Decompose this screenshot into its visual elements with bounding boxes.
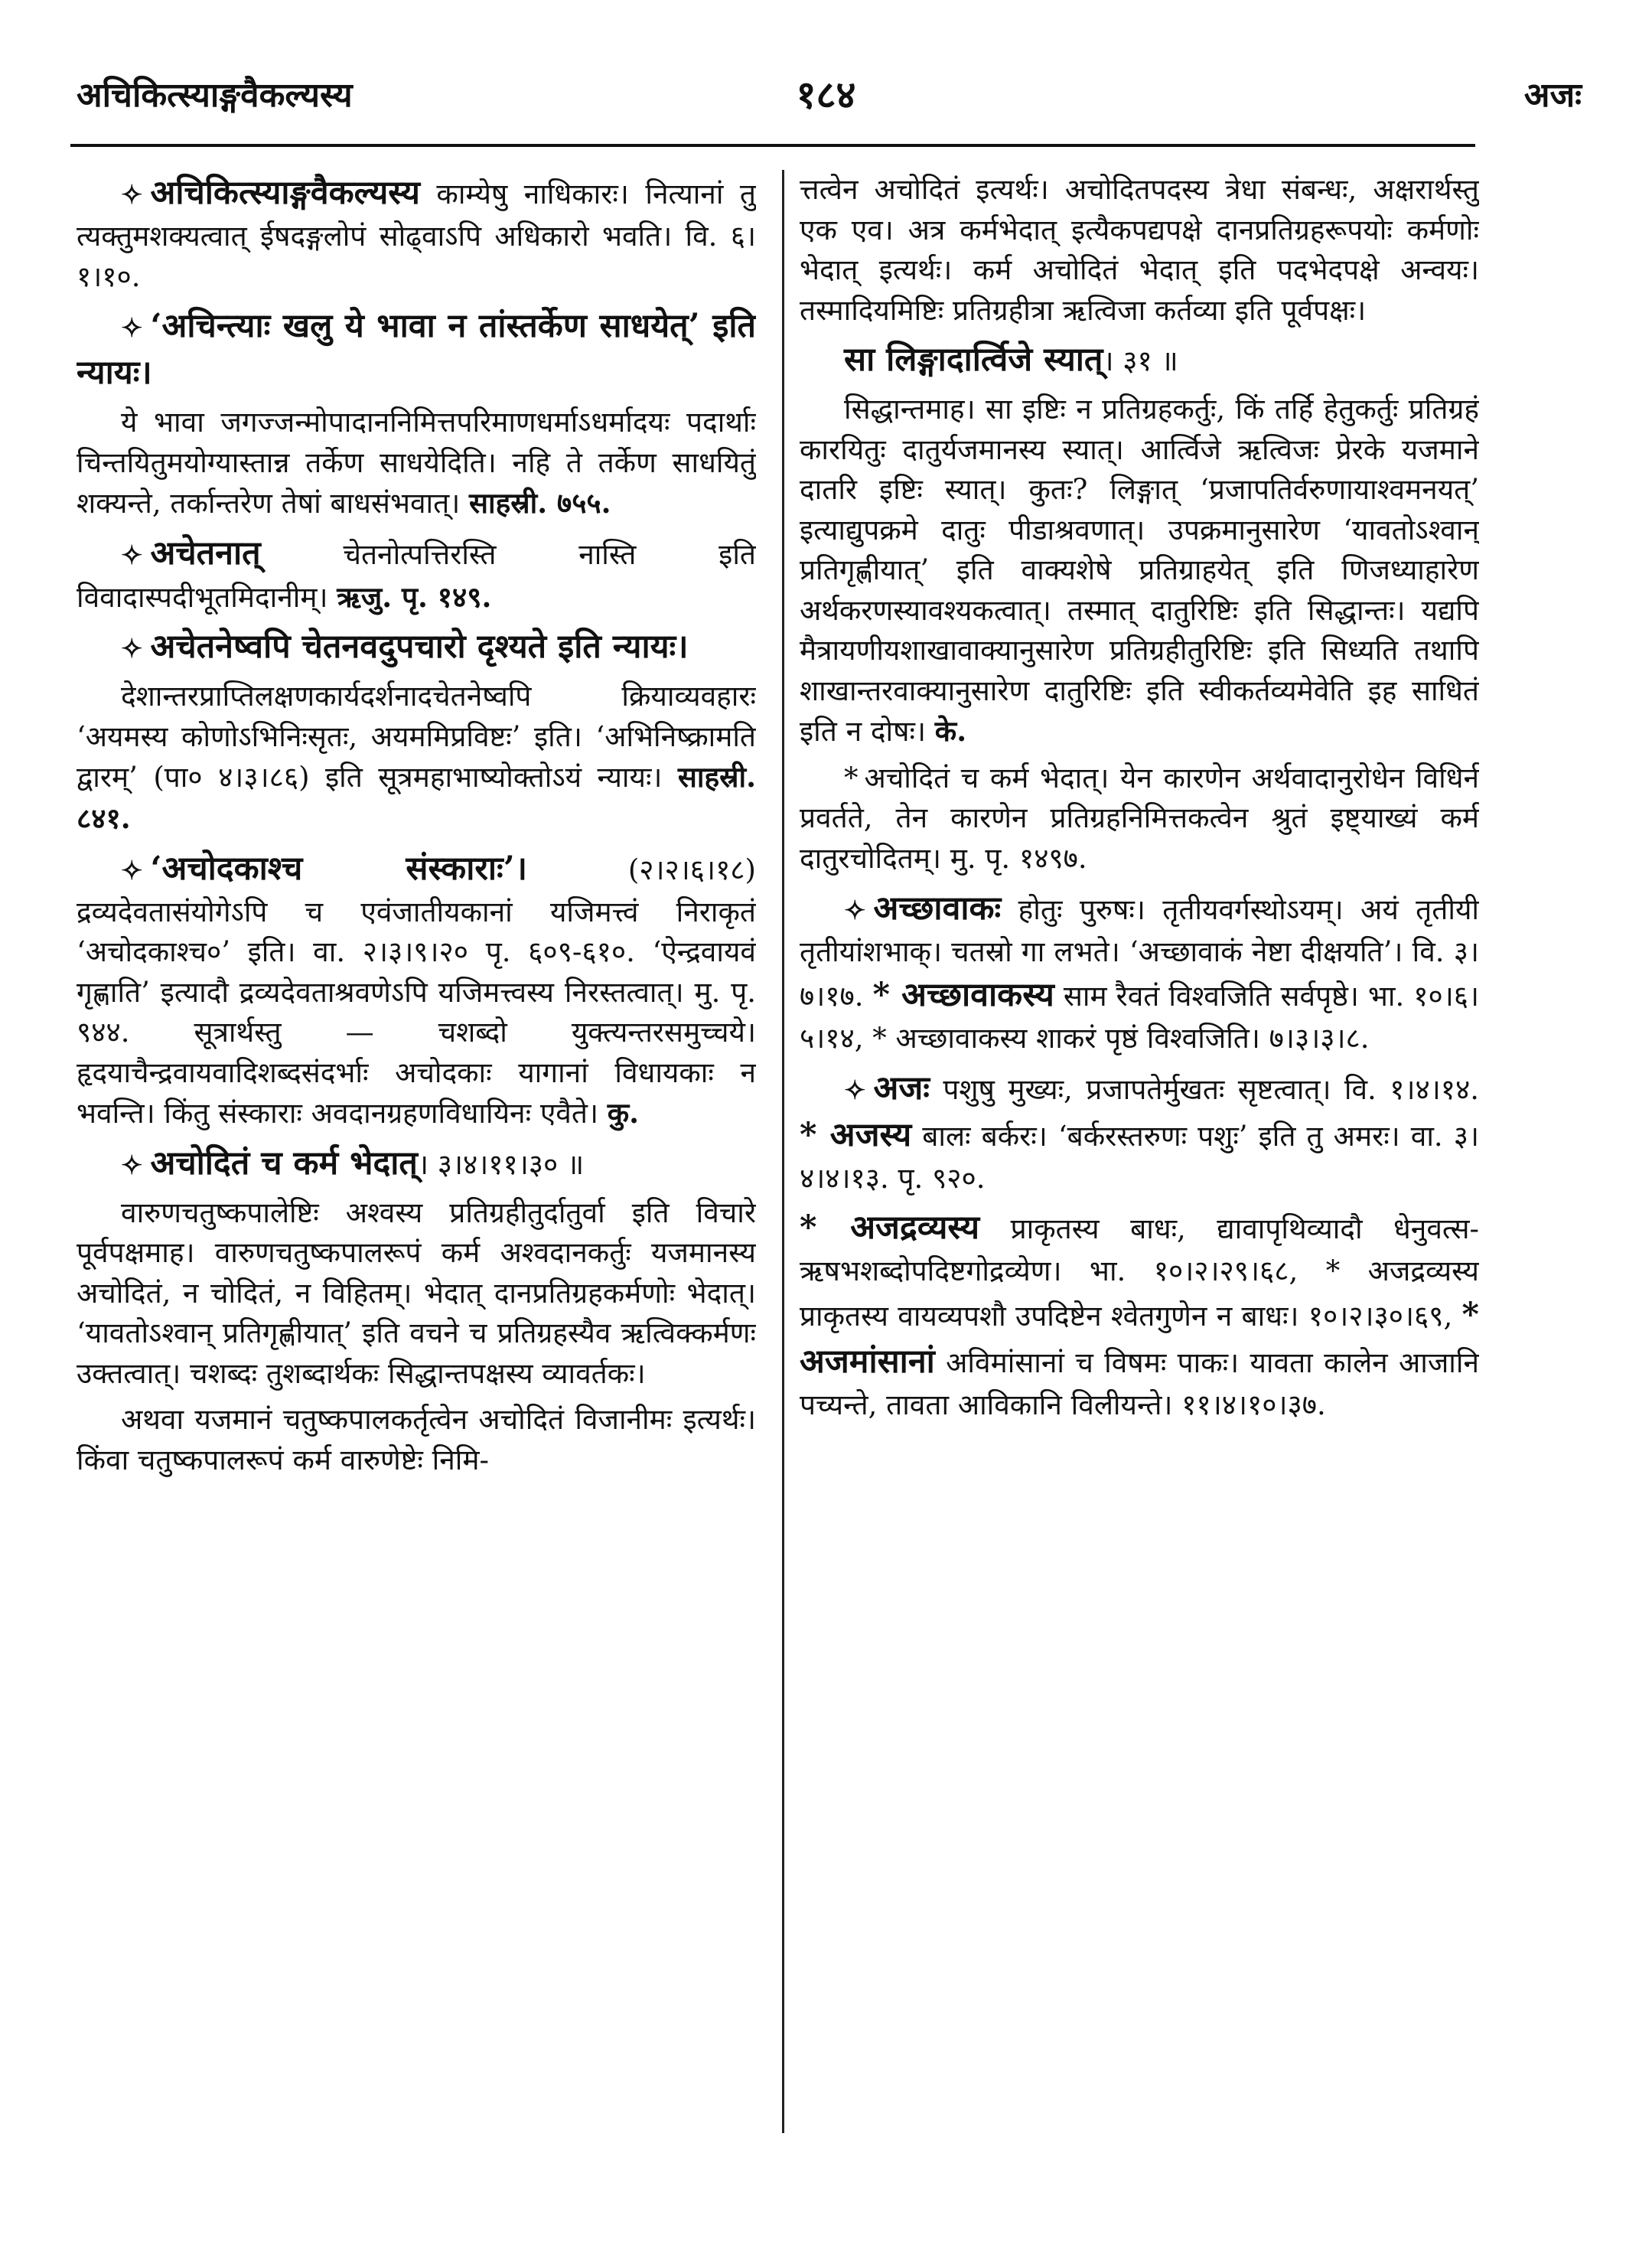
- headword: अच्छावाकः: [873, 889, 1002, 928]
- entry-marker-icon: ✧: [121, 634, 143, 665]
- entry-paragraph: [800, 390, 1479, 752]
- headword: अजः: [873, 1068, 930, 1108]
- entry-paragraph: [800, 1065, 1479, 1199]
- headword: * अजद्रव्यस्य: [800, 1209, 980, 1248]
- entry-text: अथवा यजमानं चतुष्कपालकर्तृत्वेन अचोदितं विजानीमः इत्यर्थः। किंवा चतुष्कपालरूपं कर्म वारुणेष्टेः निमि-: [77, 1403, 756, 1477]
- entry-paragraph: [800, 886, 1479, 1059]
- citation: ऋजु. पृ. १४९.: [337, 579, 492, 614]
- sub-headword: * अजमांसानां: [800, 1295, 1479, 1381]
- entry-text: अविमांसानां च विषमः पाकः। यावता कालेन आजानि पच्यन्ते, तावता आविकानि विलीयन्ते। ११।४।१०।३७.: [800, 1346, 1479, 1421]
- entry-text: (२।२।६।१८) द्रव्यदेवतासंयोगेऽपि च एवंजातीयकानां यजिमत्त्वं निराकृतं ‘अचोदकाश्च०’ इति। वा. २।३।९।२० पृ. ६०९-६१०. ‘ऐन्द्रवायवं गृह्णाति’ इत्यादौ द्रव्यदेवताश्रवणेऽपि यजिमत्त्वस्य निरस्तत्वात्। मु. पृ. ९४४. सूत्रार्थस्तु — चशब्दो युक्त्यन्तरसमुच्चये। हृदयाचैन्द्रवायवादिशब्दसंदर्भाः अचोदकाः यागानां विधायकाः न भवन्ति। किंतु संस्काराः अवदानग्रहणविधायिनः एवैते।: [77, 853, 756, 1130]
- headword: अचेतनात्: [150, 533, 261, 573]
- entry-paragraph: [77, 530, 756, 618]
- entry-paragraph: [77, 1140, 756, 1187]
- entry-text: काम्येषु नाधिकारः। नित्यानां तु त्यक्तुमशक्यत्वात् ईषदङ्गलोपं सोढ्वाऽपि अधिकारो भवति। वि. ६।१।१०.: [77, 178, 756, 293]
- headword: ‘अचिन्त्याः खलु ये भावा न तांस्तर्केण साधयेत्’ इति न्यायः।: [77, 307, 756, 393]
- running-head-right: अजः: [1523, 76, 1582, 115]
- entry-text: सिद्धान्तमाह। सा इष्टिः न प्रतिग्रहकर्तुः, किं तर्हि हेतुकर्तुः प्रतिग्रहं कारयितुः दातुर्यजमानस्य स्यात्। आर्त्विजे ऋत्विजः प्रेरके यजमाने दातरि इष्टिः स्यात्। कुतः? लिङ्गात् ‘प्रजापतिर्वरुणायाश्वमनयत्’ इत्याद्युपक्रमे दातुः पीडाश्रवणात्। उपक्रमानुसारेण ‘यावतोऽश्वान् प्रतिगृह्णीयात्’ इति वाक्यशेषे प्रतिग्राहयेत् इति णिजध्याहारेण अर्थकरणस्यावश्यकत्वात्। तस्मात् दातुरिष्टिः इति सिद्धान्तः। यद्यपि मैत्रायणीयशाखावाक्यानुसारेण प्रतिग्रहीतुरिष्टिः इति सिध्यति तथापि शाखान्तरवाक्यानुसारेण दातुरिष्टिः इति स्वीकर्तव्यमेवेति इह साधितं इति न दोषः।: [800, 393, 1479, 749]
- entry-text: होतुः पुरुषः। तृतीयवर्गस्थोऽयम्। अयं तृतीयी तृतीयांशभाक्। चतस्रो गा लभते। ‘अच्छावाकं नेष्टा दीक्षयति’। वि. ३।७।१७.: [800, 892, 1479, 1013]
- headword: अचोदितं च कर्म भेदात्: [150, 1143, 418, 1183]
- running-head-left: अचिकित्स्याङ्गवैकल्यस्य: [77, 76, 353, 115]
- entry-paragraph: [77, 170, 756, 297]
- sub-headword: * अजस्य: [800, 1115, 912, 1154]
- entry-text: पशुषु मुख्यः, प्रजापतेर्मुखतः सृष्टत्वात्। वि. १।४।१४.: [929, 1072, 1479, 1106]
- entry-marker-icon: ✧: [844, 1075, 866, 1106]
- entry-paragraph: [800, 170, 1479, 331]
- entry-text: ये भावा जगज्जन्मोपादाननिमित्तपरिमाणधर्माऽधर्मादयः पदार्थाः चिन्तयितुमयोग्यास्तान्न तर्केण साधयेदिति। नहि ते तर्केण साधयितुं शक्यन्ते, तर्कान्तरेण तेषां बाधसंभवात्।: [77, 406, 756, 520]
- entry-marker-icon: ✧: [121, 540, 143, 571]
- headword: ‘अचोदकाश्च संस्काराः’।: [150, 849, 528, 888]
- entry-paragraph: [800, 758, 1479, 879]
- sub-headword: * अच्छावाकस्य: [872, 976, 1054, 1015]
- right-column-text: [800, 170, 1479, 1426]
- entry-paragraph: [800, 1205, 1479, 1425]
- page-header: [0, 0, 1652, 153]
- entry-text: साम रैवतं विश्वजिति सर्वपृष्ठे। भा. १०।६।५।१४, * अच्छावाकस्य शाकरं पृष्ठं विश्वजिति। ७।३।३।८.: [800, 980, 1479, 1055]
- entry-paragraph: [77, 846, 756, 1134]
- entry-text: वारुणचतुष्कपालेष्टिः अश्वस्य प्रतिग्रहीतुर्दातुर्वा इति विचारे पूर्वपक्षमाह। वारुणचतुष्कपालरूपं कर्म अश्वदानकर्तुः यजमानस्य अचोदितं, न चोदितं, न विहितम्। भेदात् दानप्रतिग्रहकर्मणोः भेदात्। ‘यावतोऽश्वान् प्रतिगृह्णीयात्’ इति वचने च प्रतिग्रहस्यैव ऋत्विक्कर्मणः उक्तत्वात्। चशब्दः तुशब्दार्थकः सिद्धान्तपक्षस्य व्यावर्तकः।: [77, 1196, 756, 1390]
- entry-text: । ३।४।११।३० ॥: [417, 1147, 585, 1181]
- right-column: [800, 170, 1479, 2160]
- entry-marker-icon: ✧: [844, 895, 866, 926]
- citation: साहस्री. ७५५.: [468, 486, 611, 520]
- entry-text: त्तत्वेन अचोदितं इत्यर्थः। अचोदितपदस्य त्रेधा संबन्धः, अक्षरार्थस्तु एक एव। अत्र कर्मभेदात् इत्यैकपद्यपक्षे दानप्रतिग्रहरूपयोः कर्मणोः भेदात् इत्यर्थः। कर्म अचोदितं भेदात् इति पदभेदपक्षे अन्वयः। तस्मादियमिष्टिः प्रतिग्रहीत्रा ऋत्विजा कर्तव्या इति पूर्वपक्षः।: [800, 173, 1479, 327]
- headword: अचिकित्स्याङ्गवैकल्यस्य: [150, 174, 420, 212]
- entry-marker-icon: ✧: [121, 855, 143, 886]
- entry-paragraph: [77, 1193, 756, 1395]
- entry-text: अचोदितं च कर्म भेदात्। येन कारणेन अर्थवादानुरोधेन विधिर्न प्रवर्तते, तेन कारणेन प्रतिग्रहनिमित्तकत्वेन श्रुतं इष्ट्याख्यं कर्म दातुरचोदितम्। मु. पृ. १४९७.: [800, 761, 1479, 876]
- page-number: १८४: [796, 72, 856, 117]
- headword: अचेतनेष्वपि चेतनवदुपचारो दृश्यते इति न्यायः।: [150, 628, 689, 667]
- entry-text: प्राकृतस्य बाधः, द्यावापृथिव्यादौ धेनुवत्स-ऋषभशब्दोपदिष्टगोद्रव्येण। भा. १०।२।२९।६८, * अजद्रव्यस्य प्राकृतस्य वायव्यपशौ उपदिष्टेन श्वेतगुणेन न बाधः। १०।२।३०।६९,: [800, 1212, 1479, 1333]
- citation: साहस्री. ८४१.: [77, 760, 756, 836]
- entry-paragraph: [77, 1400, 756, 1480]
- asterisk-icon: *: [844, 761, 859, 794]
- entry-text: बालः बर्करः। ‘बर्करस्तरुणः पशुः’ इति तु अमरः। वा. ३।४।४।१३. पृ. ९२०.: [800, 1119, 1479, 1195]
- entry-paragraph: [77, 677, 756, 839]
- entry-marker-icon: ✧: [121, 180, 143, 210]
- entry-paragraph: [77, 303, 756, 396]
- left-column: [77, 170, 756, 2160]
- entry-text: चेतनोत्पत्तिरस्ति नास्ति इति विवादास्पदीभूतमिदानीम्।: [77, 537, 756, 614]
- entry-text: देशान्तरप्राप्तिलक्षणकार्यदर्शनादचेतनेष्वपि क्रियाव्यवहारः ‘अयमस्य कोणोऽभिनिःसृतः, अयममिप्रविष्टः’ इति। ‘अभिनिष्क्रामति द्वारम्’ (पा० ४।३।८६) इति सूत्रमहाभाष्योक्तोऽयं न्यायः।: [77, 680, 756, 794]
- left-column-text: [77, 170, 756, 1481]
- citation: के.: [934, 714, 967, 749]
- entry-text: । ३१ ॥: [1103, 344, 1178, 378]
- entry-marker-icon: ✧: [121, 313, 143, 344]
- entry-paragraph: [800, 337, 1479, 383]
- entry-paragraph: [77, 403, 756, 524]
- header-rule: [70, 144, 1475, 147]
- headword: सा लिङ्गादार्त्विजे स्यात्: [844, 341, 1103, 380]
- entry-paragraph: [77, 624, 756, 670]
- entry-marker-icon: ✧: [121, 1150, 143, 1181]
- citation: कु.: [607, 1096, 640, 1130]
- column-divider: [782, 170, 784, 2133]
